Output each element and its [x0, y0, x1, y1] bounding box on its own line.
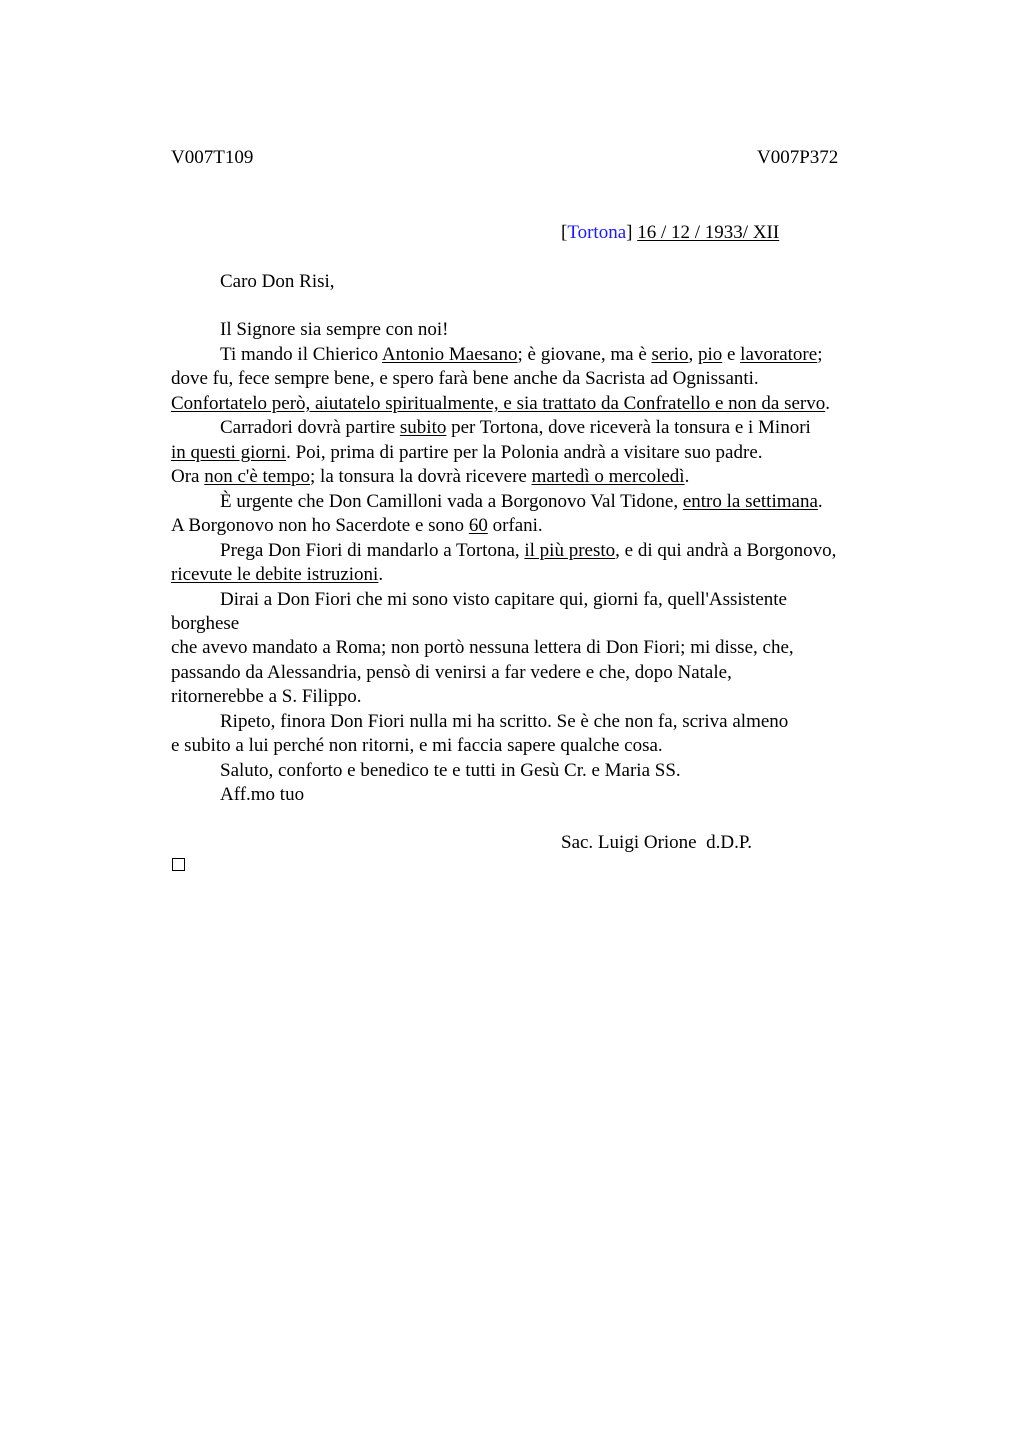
letter-line-19: Saluto, conforto e benedico te e tutti in Gesù Cr. e Maria SS.: [220, 760, 681, 781]
text-run: orfani.: [487, 515, 543, 536]
underlined-word: subito: [399, 417, 447, 438]
letter-line-16: ritornerebbe a S. Filippo.: [171, 686, 362, 707]
underlined-phrase: martedì o mercoledì: [531, 466, 685, 487]
letter-line-5: [220, 416, 811, 440]
letter-line-3: dove fu, fece sempre bene, e spero farà bene anche da Sacrista ad Ognissanti.: [171, 368, 759, 389]
letter-line-20: Aff.mo tuo: [220, 784, 305, 805]
underlined-word: serio: [651, 344, 689, 365]
salutation: Caro Don Risi,: [220, 271, 335, 292]
text-run: ,: [688, 344, 698, 365]
letter-line-8: [220, 490, 823, 514]
dateline-date: 16 / 12 / 1933/ XII: [637, 222, 780, 243]
text-run: .: [817, 491, 823, 512]
letter-line-13: borghese: [171, 613, 240, 634]
document-code-right: V007P372: [757, 147, 839, 168]
letter-line-4: [171, 392, 830, 416]
text-run: Carradori dovrà partire: [220, 417, 400, 438]
dateline: [561, 221, 779, 245]
letter-line-18: e subito a lui perché non ritorni, e mi faccia sapere qualche cosa.: [171, 735, 663, 756]
underlined-phrase: entro la settimana: [682, 491, 818, 512]
letter-line-7: [171, 465, 689, 489]
text-run: Ora: [171, 466, 205, 487]
letter-line-11: [171, 563, 383, 587]
letter-line-1: Il Signore sia sempre con noi!: [220, 319, 449, 340]
underlined-name: Antonio Maesano: [381, 344, 518, 365]
text-run: ; è giovane, ma è: [517, 344, 652, 365]
text-run: Prega Don Fiori di mandarlo a Tortona,: [220, 540, 525, 561]
dateline-open-bracket: [: [561, 222, 568, 243]
text-run: , e di qui andrà a Borgonovo,: [615, 540, 837, 561]
square-icon: [172, 858, 185, 871]
text-run: ;: [817, 344, 823, 365]
text-run: per Tortona, dove riceverà la tonsura e i Minori: [446, 417, 811, 438]
text-run: È urgente che Don Camilloni vada a Borgonovo Val Tidone,: [220, 491, 683, 512]
text-run: ; la tonsura la dovrà ricevere: [310, 466, 532, 487]
dateline-place: Tortona: [567, 222, 627, 243]
letter-line-10: [220, 539, 836, 563]
letter-line-2: [220, 343, 822, 367]
underlined-phrase: ricevute le debite istruzioni: [171, 564, 379, 585]
letter-line-17: Ripeto, finora Don Fiori nulla mi ha scritto. Se è che non fa, scriva almeno: [220, 711, 789, 732]
underlined-phrase: non c'è tempo: [204, 466, 311, 487]
letter-line-14: che avevo mandato a Roma; non portò nessuna lettera di Don Fiori; mi disse, che,: [171, 637, 794, 658]
dateline-close-bracket: ]: [626, 222, 638, 243]
underlined-number: 60: [468, 515, 488, 536]
letter-line-6: [171, 441, 763, 465]
underlined-phrase: il più presto: [524, 540, 616, 561]
text-run: . Poi, prima di partire per la Polonia andrà a visitare suo padre.: [286, 442, 763, 463]
underlined-phrase: in questi giorni: [171, 442, 287, 463]
text-run: .: [378, 564, 384, 585]
signature: Sac. Luigi Orione d.D.P.: [561, 832, 753, 853]
document-code-left: V007T109: [171, 147, 254, 168]
text-run: e: [722, 344, 741, 365]
text-run: .: [684, 466, 690, 487]
underlined-word: lavoratore: [740, 344, 818, 365]
letter-line-15: passando da Alessandria, pensò di venirsi a far vedere e che, dopo Natale,: [171, 662, 732, 683]
underlined-word: pio: [697, 344, 723, 365]
text-run: .: [825, 393, 830, 414]
text-run: A Borgonovo non ho Sacerdote e sono: [171, 515, 469, 536]
letter-line-9: [171, 514, 543, 538]
underlined-phrase: Confortatelo però, aiutatelo spiritualmente, e sia trattato da Confratello e non da servo: [171, 393, 826, 414]
text-run: Ti mando il Chierico: [220, 344, 382, 365]
letter-line-12: Dirai a Don Fiori che mi sono visto capitare qui, giorni fa, quell'Assistente: [220, 589, 787, 610]
